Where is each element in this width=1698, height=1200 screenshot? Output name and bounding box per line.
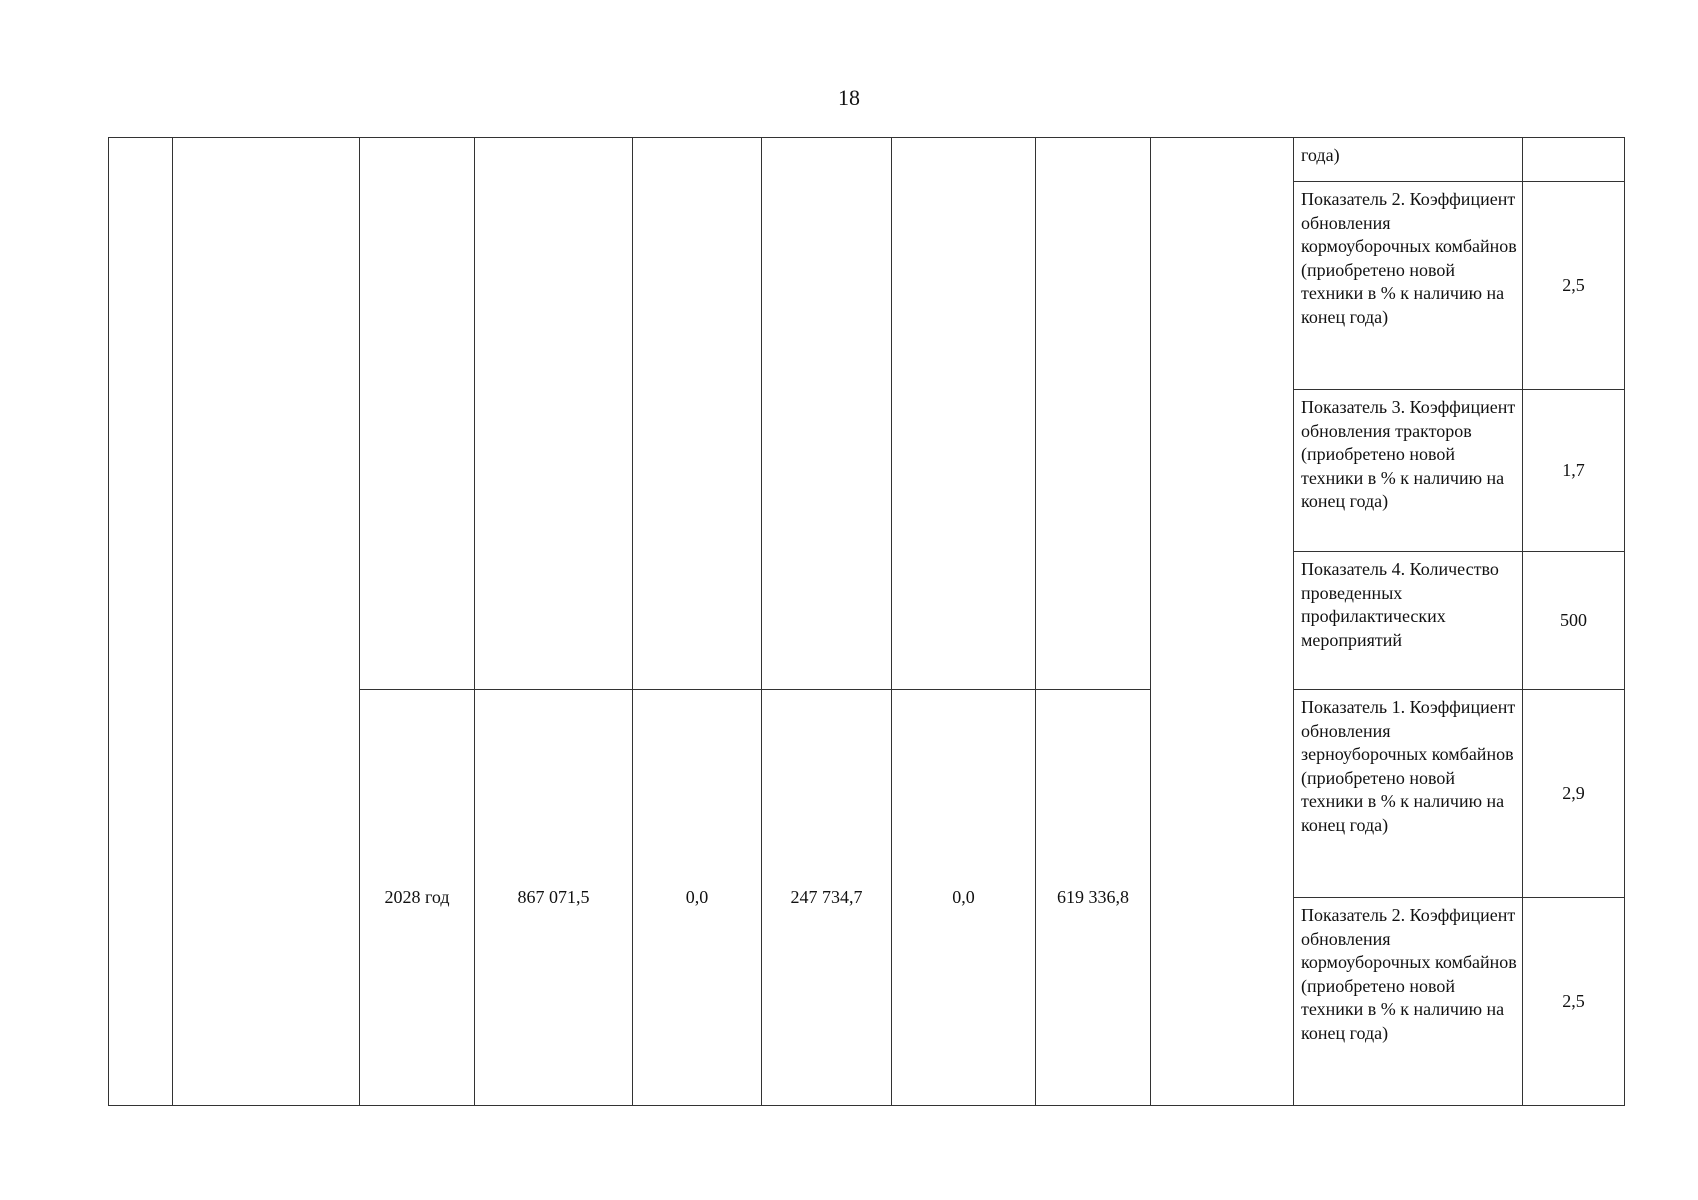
local-amount-cell: 0,0: [892, 690, 1036, 1106]
other-cell-previous: [1036, 138, 1151, 690]
federal-amount-cell: 0,0: [633, 690, 762, 1106]
total-amount-cell: 867 071,5: [475, 690, 633, 1106]
year-cell-previous: [360, 138, 475, 690]
indicator-value: 2,5: [1523, 898, 1625, 1106]
indicator-name: Показатель 3. Коэффициент обновления тракторов (приобретено новой техники в % к наличию на конец года): [1294, 390, 1523, 552]
table-row: [109, 138, 1625, 182]
program-table: [108, 137, 1625, 1106]
other-amount-cell: 619 336,8: [1036, 690, 1151, 1106]
indicator-name: Показатель 1. Коэффициент обновления зерноуборочных комбайнов (приобретено новой техники в % к наличию на конец года): [1294, 690, 1523, 898]
indicator-value: [1523, 138, 1625, 182]
indicator-name: года): [1294, 138, 1523, 182]
indicator-name: Показатель 2. Коэффициент обновления кормоуборочных комбайнов (приобретено новой техники в % к наличию на конец года): [1294, 182, 1523, 390]
regional-amount-cell: 247 734,7: [762, 690, 892, 1106]
task-name-cell: [173, 138, 360, 1106]
local-cell-previous: [892, 138, 1036, 690]
indicator-value: 1,7: [1523, 390, 1625, 552]
number-cell: [109, 138, 173, 1106]
executor-cell: [1151, 138, 1294, 1106]
indicator-value: 500: [1523, 552, 1625, 690]
indicator-name: Показатель 4. Количество проведенных профилактических мероприятий: [1294, 552, 1523, 690]
regional-cell-previous: [762, 138, 892, 690]
year-cell: 2028 год: [360, 690, 475, 1106]
page-number: 18: [838, 85, 860, 110]
total-cell-previous: [475, 138, 633, 690]
indicator-name: Показатель 2. Коэффициент обновления кормоуборочных комбайнов (приобретено новой техники в % к наличию на конец года): [1294, 898, 1523, 1106]
indicator-value: 2,9: [1523, 690, 1625, 898]
indicator-value: 2,5: [1523, 182, 1625, 390]
federal-cell-previous: [633, 138, 762, 690]
